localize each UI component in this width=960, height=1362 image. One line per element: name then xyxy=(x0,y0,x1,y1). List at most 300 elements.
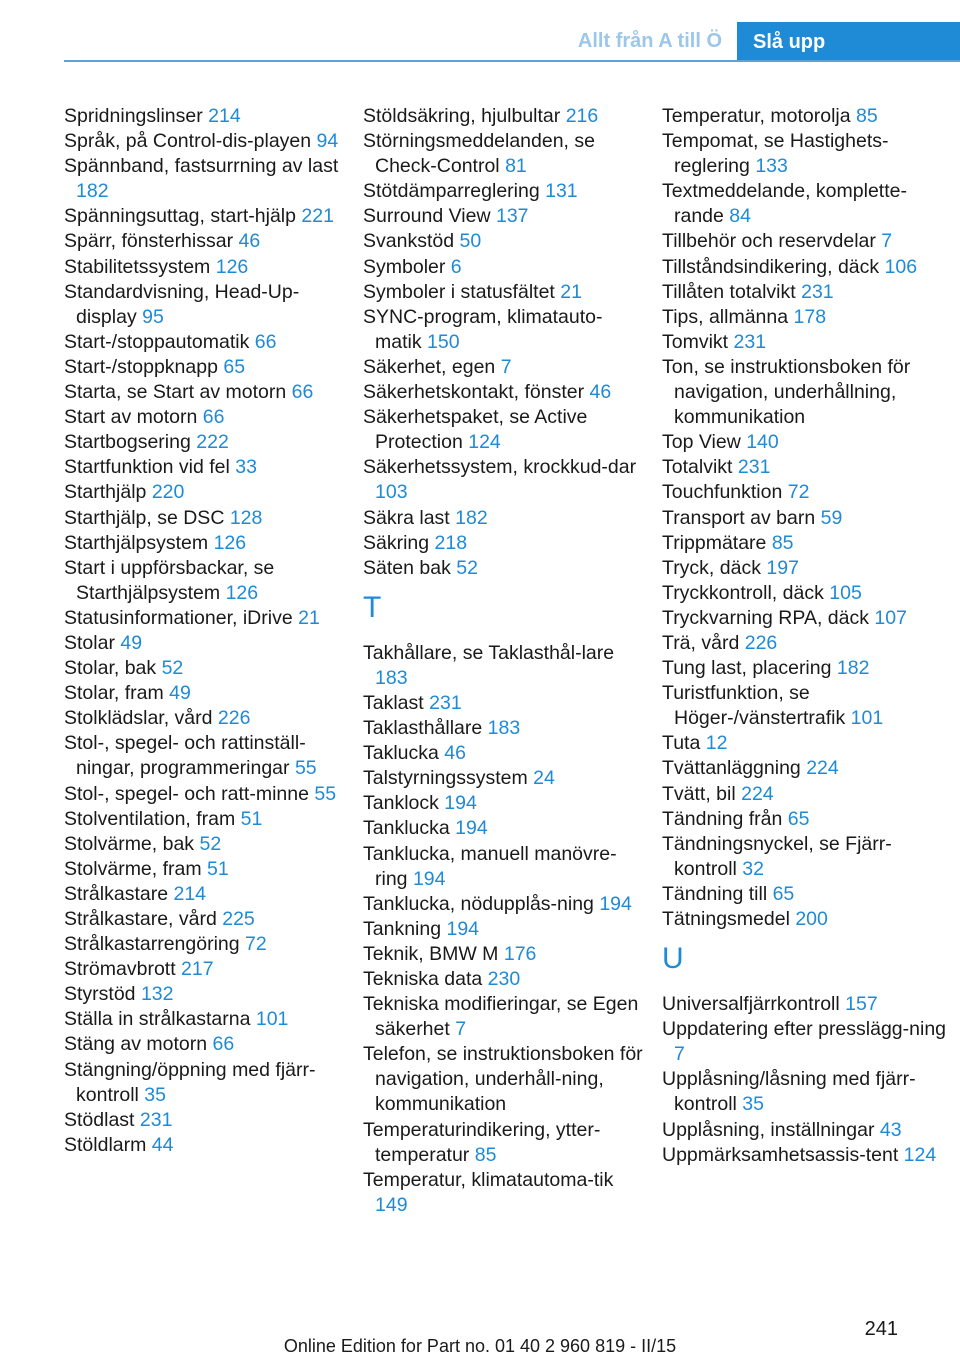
index-entry xyxy=(662,606,952,631)
index-entry-text: Tändning från xyxy=(662,807,783,830)
index-entry-text: Upplåsning, inställningar xyxy=(662,1118,875,1141)
page-reference-link[interactable]: 200 xyxy=(795,908,828,930)
page-reference-link[interactable]: 137 xyxy=(495,205,529,228)
index-entry-text: Transport av barn xyxy=(662,506,816,529)
page-reference-link[interactable]: 106 xyxy=(884,255,918,278)
section-breadcrumb[interactable]: Allt från A till Ö xyxy=(577,30,722,52)
index-entry-text: Säkra last xyxy=(363,506,450,529)
page-reference-link[interactable]: 183 xyxy=(487,717,521,740)
index-entry xyxy=(64,857,344,882)
index-entry-text: Säkerhetspaket, se Active Protection xyxy=(363,406,588,454)
index-entry xyxy=(64,907,344,932)
page-reference-link[interactable]: 214 xyxy=(208,105,241,127)
index-entry xyxy=(64,1108,344,1133)
index-entry-text: Tryckvarning RPA, däck xyxy=(662,606,869,629)
page-reference-link[interactable]: 226 xyxy=(217,707,251,730)
index-entry-text: Start av motorn xyxy=(64,406,198,429)
header-divider xyxy=(64,60,960,62)
page-reference-link[interactable]: 52 xyxy=(161,657,184,680)
index-entry-text: Teknik, BMW M xyxy=(363,942,499,965)
index-entry-text: Talstyrningssystem xyxy=(363,767,528,790)
index-entry-text: Säkerhetssystem, krockkud-dar xyxy=(363,456,637,479)
index-entry xyxy=(64,1133,344,1158)
index-entry-text: Temperaturindikering, ytter-temperatur xyxy=(363,1118,601,1166)
page-reference-link[interactable]: 81 xyxy=(505,155,527,178)
index-entry xyxy=(64,832,344,857)
index-entry xyxy=(64,957,344,982)
page-reference-link[interactable]: 126 xyxy=(225,581,259,604)
index-entry-text: Tips, allmänna xyxy=(662,305,789,328)
index-entry-text: Stolklädslar, vård xyxy=(64,707,213,730)
index-entry-text: Stödlast xyxy=(64,1108,135,1131)
index-entry-text: Start-/stoppautomatik xyxy=(64,330,250,353)
page-reference-link[interactable]: 182 xyxy=(76,180,109,203)
index-entry xyxy=(662,992,952,1017)
page-reference-link[interactable]: 150 xyxy=(427,330,460,353)
index-entry-text: Säkring xyxy=(363,531,430,554)
page-reference-link[interactable]: 33 xyxy=(235,456,257,479)
page-reference-link[interactable]: 149 xyxy=(375,1193,408,1216)
index-entry-text: Telefon, se instruktionsboken för navigation, underhåll-ning, kommunikation xyxy=(363,1043,643,1116)
lookup-tab[interactable]: Slå upp xyxy=(737,22,960,62)
index-entry-text: Styrstöd xyxy=(64,983,136,1006)
index-entry xyxy=(64,280,344,330)
page-reference-link[interactable]: 66 xyxy=(291,381,314,404)
page-reference-link[interactable]: 51 xyxy=(207,857,229,880)
page-reference-link[interactable]: 55 xyxy=(294,757,317,780)
index-entry-text: Uppdatering efter presslägg-ning xyxy=(662,1018,947,1041)
index-entry-text: Tätningsmedel xyxy=(662,908,790,930)
page-reference-link[interactable]: 55 xyxy=(314,782,337,805)
index-entry-text: Stötdämparreglering xyxy=(363,180,540,203)
index-entry-text: Säkerhet, egen xyxy=(363,355,496,378)
index-entry-text: Statusinformationer, iDrive xyxy=(64,606,293,629)
index-entry-text: Spännband, fastsurrning av last xyxy=(64,155,339,178)
index-entry xyxy=(64,229,344,254)
index-entry xyxy=(363,380,643,405)
index-entry-text: Startfunktion vid fel xyxy=(64,456,230,479)
index-entry-text: Start i uppförsbackar, se Starthjälpsystem xyxy=(64,556,275,604)
index-entry xyxy=(64,255,344,280)
index-entry xyxy=(363,455,643,505)
index-entry xyxy=(662,330,952,355)
index-entry-text: Strömavbrott xyxy=(64,958,176,981)
page-reference-link[interactable]: 140 xyxy=(746,431,779,454)
index-column-1 xyxy=(64,104,344,1158)
page-reference-link[interactable]: 85 xyxy=(856,105,878,127)
page-reference-link[interactable]: 66 xyxy=(212,1033,235,1056)
page-reference-link[interactable]: 225 xyxy=(222,908,255,930)
index-entry-text: Tempomat, se Hastighets-reglering xyxy=(662,130,889,178)
index-entry-text: Stäng av motorn xyxy=(64,1033,208,1056)
index-entry-text: Svankstöd xyxy=(363,230,455,253)
index-entry xyxy=(363,280,643,305)
index-entry-text: Tryckkontroll, däck xyxy=(662,581,824,604)
page-reference-link[interactable]: 21 xyxy=(298,606,320,629)
page-reference-link[interactable]: 178 xyxy=(793,305,827,328)
index-entry-text: Stol-, spegel- och rattinställ-ningar, programmeringar xyxy=(64,732,306,780)
index-column-2 xyxy=(363,104,643,1218)
index-entry-text: Tanklucka, manuell manövre-ring xyxy=(363,842,617,890)
index-entry-text: Stabilitetssystem xyxy=(64,255,211,278)
index-entry xyxy=(64,1058,344,1108)
index-entry-text: Tankning xyxy=(363,917,442,940)
page-reference-link[interactable]: 72 xyxy=(787,481,810,504)
index-entry xyxy=(363,641,643,691)
index-entry xyxy=(363,791,643,816)
page-reference-link[interactable]: 197 xyxy=(766,556,799,579)
index-entry xyxy=(662,280,952,305)
index-entry-text: Strålkastare xyxy=(64,882,169,905)
page-reference-link[interactable]: 107 xyxy=(874,606,907,629)
page-reference-link[interactable]: 49 xyxy=(120,631,143,654)
index-entry xyxy=(363,992,643,1042)
page-reference-link[interactable]: 194 xyxy=(412,867,446,890)
index-entry xyxy=(64,932,344,957)
index-entry-text: SYNC-program, klimatauto-matik xyxy=(363,305,603,353)
index-entry xyxy=(662,1143,952,1168)
page-reference-link[interactable]: 72 xyxy=(245,933,267,956)
index-entry xyxy=(64,731,344,781)
page-reference-link[interactable]: 133 xyxy=(755,155,788,178)
page-reference-link[interactable]: 50 xyxy=(459,230,482,253)
page-reference-link[interactable]: 230 xyxy=(487,968,521,990)
index-entry xyxy=(64,330,344,355)
index-entry-text: Spärr, fönsterhissar xyxy=(64,230,234,253)
index-entry-text: Starthjälp xyxy=(64,481,147,504)
index-entry xyxy=(662,506,952,531)
index-entry xyxy=(662,556,952,581)
index-entry xyxy=(662,581,952,606)
index-entry-text: Stolar, bak xyxy=(64,657,157,680)
index-entry xyxy=(64,807,344,832)
index-entry-text: Temperatur, klimatautoma-tik xyxy=(363,1168,614,1191)
index-entry xyxy=(64,882,344,907)
index-entry-text: Taklast xyxy=(363,691,424,714)
index-entry-text: Standardvisning, Head-Up-display xyxy=(64,280,300,328)
index-entry xyxy=(363,716,643,741)
page-reference-link[interactable]: 12 xyxy=(705,732,728,755)
index-entry-text: Stöldsäkring, hjulbultar xyxy=(363,105,561,127)
page-reference-link[interactable]: 52 xyxy=(199,832,222,855)
page-reference-link[interactable]: 35 xyxy=(144,1083,166,1106)
index-entry xyxy=(363,104,643,129)
page-reference-link[interactable]: 85 xyxy=(771,531,794,554)
page-reference-link[interactable]: 49 xyxy=(169,682,191,705)
page-reference-link[interactable]: 32 xyxy=(742,857,764,880)
index-entry-text: Tanklucka, nödupplås-ning xyxy=(363,892,594,915)
page-reference-link[interactable]: 103 xyxy=(375,481,408,504)
index-entry xyxy=(64,129,344,154)
index-entry-text: Ställa in strålkastarna xyxy=(64,1008,251,1031)
index-entry xyxy=(662,656,952,681)
index-entry xyxy=(64,455,344,480)
index-entry-text: Stängning/öppning med fjärr-kontroll xyxy=(64,1058,316,1106)
index-entry xyxy=(363,255,643,280)
index-entry-text: Tändning till xyxy=(662,882,768,905)
index-entry xyxy=(64,531,344,556)
index-entry xyxy=(662,782,952,807)
page-reference-link[interactable]: 85 xyxy=(474,1143,497,1166)
index-entry-text: Säten bak xyxy=(363,556,451,579)
index-entry-text: Tung last, placering xyxy=(662,657,832,680)
page-reference-link[interactable]: 132 xyxy=(140,983,174,1006)
index-entry-text: Säkerhetskontakt, fönster xyxy=(363,381,585,404)
index-entry xyxy=(662,229,952,254)
index-entry xyxy=(363,766,643,791)
page-reference-link[interactable]: 231 xyxy=(139,1108,173,1131)
page-reference-link[interactable]: 24 xyxy=(533,767,555,790)
page-reference-link[interactable]: 222 xyxy=(196,431,229,454)
index-entry xyxy=(662,1017,952,1067)
index-entry xyxy=(363,204,643,229)
index-entry xyxy=(662,907,952,932)
page-reference-link[interactable]: 66 xyxy=(254,330,277,353)
index-entry-text: Taklucka xyxy=(363,742,439,765)
index-entry-text: Touchfunktion xyxy=(662,481,783,504)
index-entry xyxy=(64,380,344,405)
index-letter-heading: T xyxy=(363,590,382,624)
page-reference-link[interactable]: 131 xyxy=(545,180,578,203)
index-entry xyxy=(662,305,952,330)
index-entry xyxy=(363,355,643,380)
index-entry xyxy=(662,807,952,832)
index-entry-text: Tanklock xyxy=(363,792,439,815)
index-entry-text: Tvätt, bil xyxy=(662,782,736,805)
page-reference-link[interactable]: 66 xyxy=(202,406,225,429)
index-entry xyxy=(64,104,344,129)
page-reference-link[interactable]: 126 xyxy=(213,531,247,554)
page-header xyxy=(0,0,960,62)
page-reference-link[interactable]: 231 xyxy=(737,456,771,479)
index-entry-text: Språk, på Control-dis-playen xyxy=(64,130,312,153)
index-entry-text: Stöldlarm xyxy=(64,1133,147,1156)
index-entry xyxy=(64,430,344,455)
index-entry-text: Upplåsning/låsning med fjärr-kontroll xyxy=(662,1068,916,1116)
index-entry-text: Strålkastarrengöring xyxy=(64,933,240,956)
page-reference-link[interactable]: 194 xyxy=(446,917,480,940)
page-reference-link[interactable]: 6 xyxy=(450,255,462,278)
index-entry xyxy=(662,129,952,179)
index-entry xyxy=(363,405,643,455)
page-reference-link[interactable]: 176 xyxy=(503,942,537,965)
page-reference-link[interactable]: 231 xyxy=(733,330,767,353)
page-reference-link[interactable]: 51 xyxy=(240,807,263,830)
index-entry-text: Tuta xyxy=(662,732,701,755)
index-entry xyxy=(363,917,643,942)
index-entry xyxy=(64,606,344,631)
page-reference-link[interactable]: 194 xyxy=(455,817,488,840)
index-entry-text: Top View xyxy=(662,431,741,454)
page-reference-link[interactable]: 194 xyxy=(599,892,632,915)
index-entry xyxy=(363,556,643,581)
index-letter-heading: U xyxy=(662,942,684,976)
index-entry-text: Totalvikt xyxy=(662,456,733,479)
index-entry-text: Stolar xyxy=(64,631,115,654)
page-reference-link[interactable]: 214 xyxy=(173,882,207,905)
page-reference-link[interactable]: 101 xyxy=(255,1008,289,1031)
index-entry-text: Störningsmeddelanden, se Check-Control xyxy=(363,130,595,178)
index-column-3 xyxy=(662,104,952,1168)
page-reference-link[interactable]: 224 xyxy=(806,757,839,780)
index-entry-text: Symboler i statusfältet xyxy=(363,280,555,303)
index-entry xyxy=(64,154,344,204)
index-entry xyxy=(64,1032,344,1057)
index-entry-text: Tillåten totalvikt xyxy=(662,280,796,303)
index-entry xyxy=(662,355,952,430)
index-entry-text: Tekniska data xyxy=(363,968,483,990)
index-entry-text: Tanklucka xyxy=(363,817,450,840)
page-reference-link[interactable]: 157 xyxy=(845,993,878,1016)
page-reference-link[interactable]: 128 xyxy=(229,506,263,529)
page-reference-link[interactable]: 52 xyxy=(456,556,478,579)
page-reference-link[interactable]: 43 xyxy=(879,1118,902,1141)
page-reference-link[interactable]: 183 xyxy=(375,666,408,689)
index-entry xyxy=(64,706,344,731)
index-entry xyxy=(363,967,643,992)
index-entry xyxy=(363,892,643,917)
index-entry xyxy=(363,229,643,254)
index-entry-text: Tändningsnyckel, se Fjärr-kontroll xyxy=(662,832,892,880)
page-reference-link[interactable]: 84 xyxy=(729,205,751,228)
index-entry-text: Tillbehör och reservdelar xyxy=(662,230,876,253)
index-entry-text: Trä, vård xyxy=(662,631,740,654)
page-reference-link[interactable]: 59 xyxy=(820,506,843,529)
page-reference-link[interactable]: 231 xyxy=(429,691,462,714)
page-reference-link[interactable]: 182 xyxy=(836,657,870,680)
index-entry-text: Starta, se Start av motorn xyxy=(64,381,287,404)
index-entry-text: Startbogsering xyxy=(64,431,191,454)
index-entry-text: Surround View xyxy=(363,205,491,228)
index-entry xyxy=(662,731,952,756)
index-entry-text: Tillståndsindikering, däck xyxy=(662,255,880,278)
index-entry-text: Temperatur, motorolja xyxy=(662,105,851,127)
index-entry xyxy=(363,816,643,841)
index-entry-text: Tekniska modifieringar, se Egen säkerhet xyxy=(363,993,639,1041)
page-reference-link[interactable]: 105 xyxy=(829,581,862,604)
page-reference-link[interactable]: 231 xyxy=(801,280,834,303)
page-reference-link[interactable]: 7 xyxy=(881,230,893,253)
index-entry-text: Textmeddelande, komplette-rande xyxy=(662,180,907,228)
index-entry xyxy=(363,1118,643,1168)
page-reference-link[interactable]: 7 xyxy=(455,1018,467,1041)
index-entry-text: Strålkastare, vård xyxy=(64,908,217,930)
index-entry-text: Stol-, spegel- och ratt-minne xyxy=(64,782,309,805)
index-entry xyxy=(363,305,643,355)
index-entry xyxy=(363,531,643,556)
footer-edition: Online Edition for Part no. 01 40 2 960 819 - II/15 xyxy=(283,1336,677,1356)
page-reference-link[interactable]: 65 xyxy=(787,807,810,830)
index-entry-text: Tomvikt xyxy=(662,330,729,353)
index-entry-text: Spridningslinser xyxy=(64,105,203,127)
index-entry-text: Turistfunktion, se Höger-/vänstertrafik xyxy=(662,682,846,730)
index-entry xyxy=(64,405,344,430)
index-entry xyxy=(64,556,344,606)
index-entry xyxy=(64,681,344,706)
page-reference-link[interactable]: 182 xyxy=(455,506,488,529)
index-entry xyxy=(662,531,952,556)
page-reference-link[interactable]: 46 xyxy=(238,230,261,253)
page-reference-link[interactable]: 21 xyxy=(560,280,582,303)
page-reference-link[interactable]: 226 xyxy=(744,631,778,654)
page-reference-link[interactable]: 95 xyxy=(142,305,164,328)
page-reference-link[interactable]: 65 xyxy=(772,882,795,905)
page-reference-link[interactable]: 194 xyxy=(444,792,477,815)
index-entry xyxy=(662,179,952,229)
index-entry xyxy=(363,179,643,204)
index-entry xyxy=(662,756,952,781)
page-reference-link[interactable]: 220 xyxy=(151,481,185,504)
index-entry xyxy=(662,104,952,129)
index-entry xyxy=(363,1042,643,1117)
page-reference-link[interactable]: 94 xyxy=(316,130,339,153)
index-entry-text: Uppmärksamhetsassis-tent xyxy=(662,1143,899,1166)
index-entry-text: Universalfjärrkontroll xyxy=(662,993,840,1016)
index-entry xyxy=(662,882,952,907)
index-entry-text: Tvättanläggning xyxy=(662,757,801,780)
index-entry-text: Stolvärme, bak xyxy=(64,832,195,855)
index-entry xyxy=(363,506,643,531)
index-entry-text: Taklasthållare xyxy=(363,717,483,740)
page-reference-link[interactable]: 35 xyxy=(742,1093,764,1116)
page-reference-link[interactable]: 216 xyxy=(565,105,599,127)
index-entry xyxy=(64,480,344,505)
index-entry-text: Starthjälpsystem xyxy=(64,531,209,554)
index-entry-text: Stolventilation, fram xyxy=(64,807,236,830)
index-entry xyxy=(662,455,952,480)
index-entry-text: Symboler xyxy=(363,255,446,278)
page-reference-link[interactable]: 65 xyxy=(223,355,246,378)
index-entry xyxy=(363,842,643,892)
index-entry xyxy=(64,506,344,531)
index-entry xyxy=(64,631,344,656)
index-entry xyxy=(662,631,952,656)
index-entry xyxy=(363,691,643,716)
index-entry xyxy=(662,681,952,731)
index-entry-text: Takhållare, se Taklasthål-lare xyxy=(363,641,615,664)
page-reference-link[interactable]: 224 xyxy=(741,782,774,805)
page-reference-link[interactable]: 44 xyxy=(151,1133,174,1156)
page-reference-link[interactable]: 221 xyxy=(301,205,334,228)
index-entry-text: Ton, se instruktionsboken för navigation, underhållning, kommunikation xyxy=(662,355,911,429)
index-entry xyxy=(363,1168,643,1218)
index-entry xyxy=(64,1007,344,1032)
index-entry-text: Trippmätare xyxy=(662,531,767,554)
index-entry xyxy=(363,942,643,967)
index-entry-text: Starthjälp, se DSC xyxy=(64,506,225,529)
index-entry xyxy=(662,832,952,882)
page-reference-link[interactable]: 101 xyxy=(850,707,884,730)
page-reference-link[interactable]: 7 xyxy=(674,1043,685,1066)
page-reference-link[interactable]: 124 xyxy=(903,1143,937,1166)
page-reference-link[interactable]: 124 xyxy=(468,431,501,454)
page-reference-link[interactable]: 7 xyxy=(500,355,512,378)
page-number: 241 xyxy=(864,1318,898,1340)
index-entry xyxy=(64,204,344,229)
index-entry-text: Start-/stoppknapp xyxy=(64,355,218,378)
page-reference-link[interactable]: 217 xyxy=(181,958,214,981)
page-reference-link[interactable]: 218 xyxy=(434,531,468,554)
index-entry xyxy=(64,782,344,807)
index-entry xyxy=(64,355,344,380)
index-entry xyxy=(64,982,344,1007)
page-reference-link[interactable]: 46 xyxy=(589,381,612,404)
page-reference-link[interactable]: 126 xyxy=(215,255,249,278)
index-entry xyxy=(662,255,952,280)
index-entry xyxy=(662,1067,952,1117)
index-entry xyxy=(363,741,643,766)
page-reference-link[interactable]: 46 xyxy=(444,742,466,765)
